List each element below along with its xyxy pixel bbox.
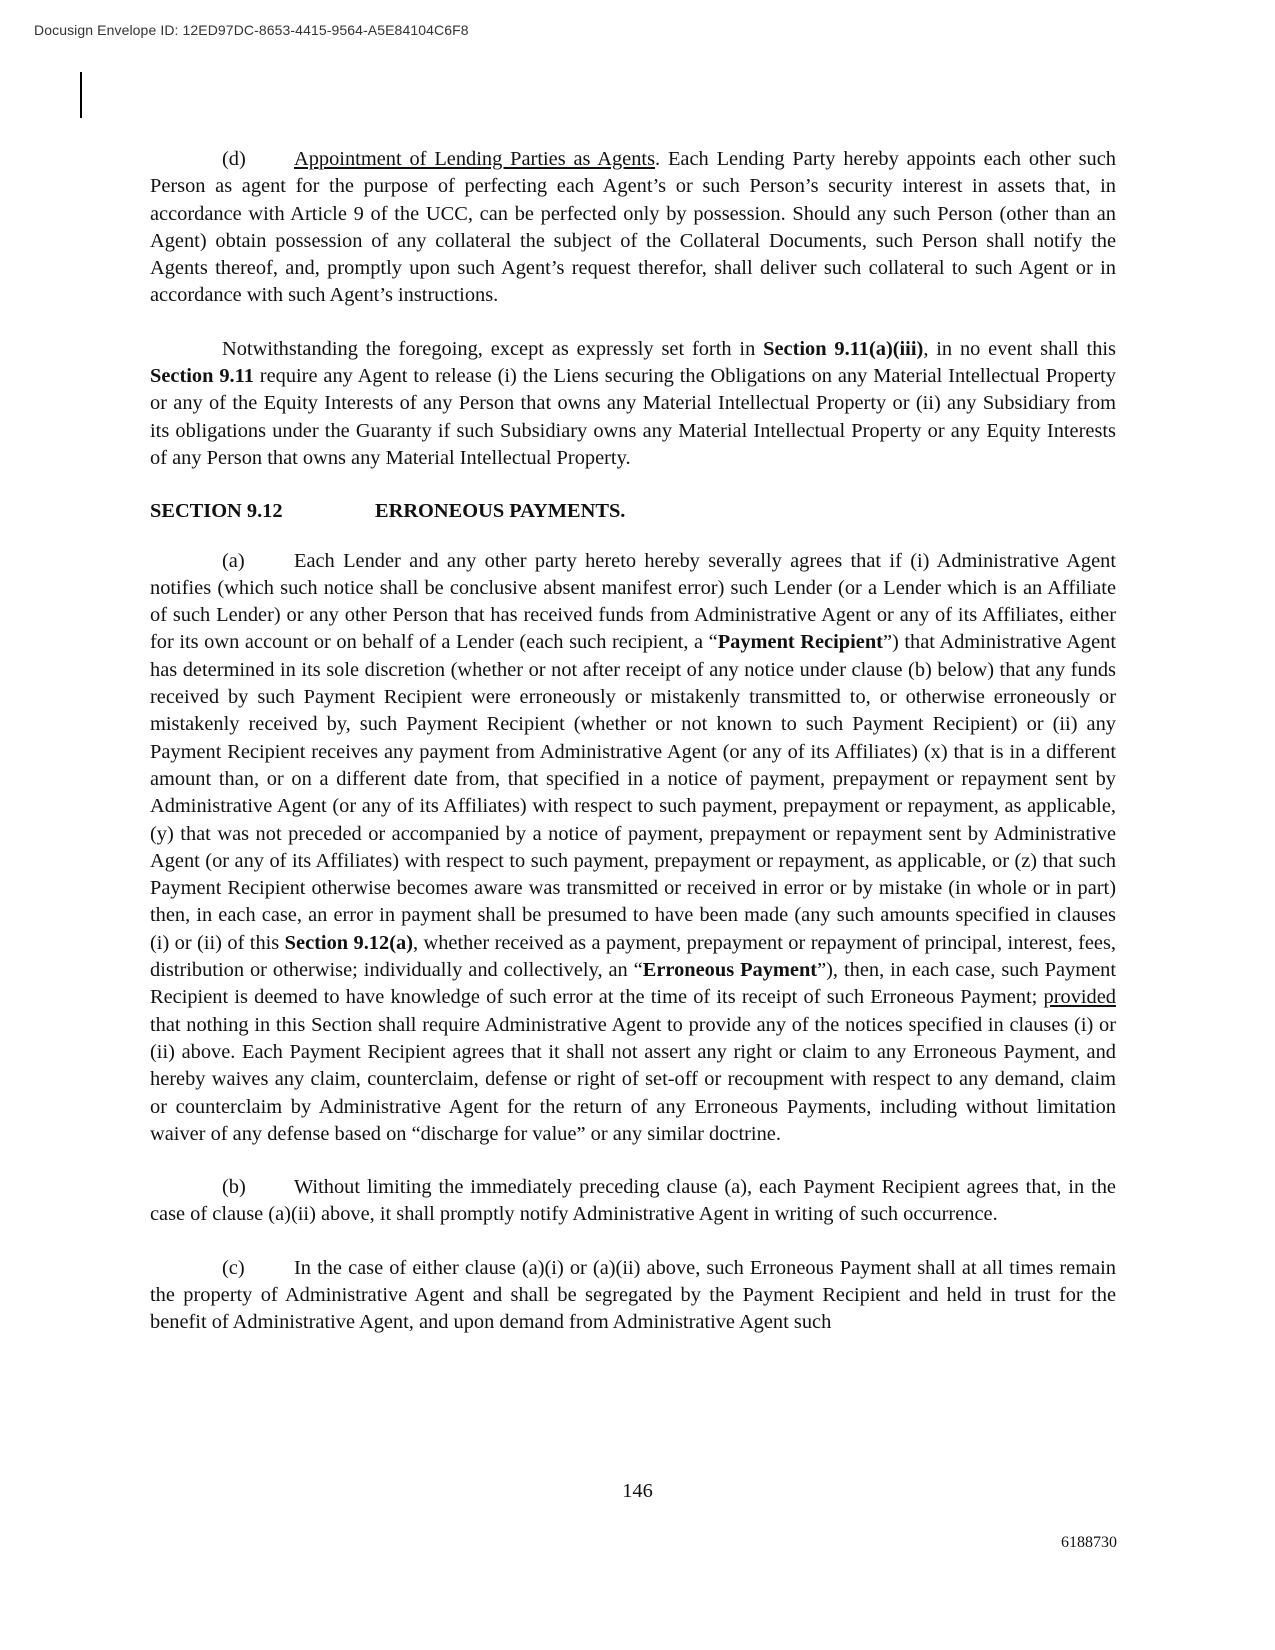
- section-number: SECTION 9.12: [150, 500, 283, 523]
- paragraph-d-text: . Each Lending Party hereby appoints each other such Person as agent for the purpose of perfecting each Agent’s or such Person’s security interest in assets that, in accordance with Article 9 of the UCC, can be perfected only by possession. Should any such Person (other than an Agent) obtain possession of any collateral the subject of the Collateral Documents, such Person shall notify the Agents thereof, and, promptly upon such Agent’s request therefor, shall deliver such collateral to such Agent or in accordance with such Agent’s instructions.: [150, 148, 1116, 307]
- text-segment: require any Agent to release (i) the Liens securing the Obligations on any Material Intellectual Property or any of the Equity Interests of any Person that owns any Material Intellectual Property or (ii) any Subsidiary from its obligations under the Guaranty if such Subsidiary owns any Material Intellectual Property or any Equity Interests of any Person that owns any Material Intellectual Property.: [150, 365, 1116, 469]
- text-segment: , whether received as a payment, prepayment or repayment of principal, interest, fees, distribution or otherwise; individually and collectively, an “: [150, 931, 1117, 982]
- text-segment: Each Lender and any other party hereto hereby severally agrees that if (i) Administrative Agent notifies (which such notice shall be conclusive absent manifest error) such Lender (or a Lender which is an Affiliate of such Lender) or any other Person that has received funds from Administrative Agent or any of its Affiliates, either for its own account or on behalf of a Lender (each such recipient, a “: [150, 549, 1116, 654]
- section-reference: Section 9.12(a): [284, 931, 413, 954]
- paragraph-d: [150, 146, 1116, 310]
- revision-change-bar: [80, 72, 82, 118]
- document-body: [150, 146, 1116, 1363]
- clause-label-a: (a): [222, 549, 245, 572]
- text-segment: ”), then, in each case, such Payment Recipient is deemed to have knowledge of such error at the time of its receipt of such Erroneous Payment;: [150, 959, 1117, 1009]
- paragraph-b: [150, 1174, 1116, 1229]
- clause-label-c: (c): [222, 1256, 245, 1279]
- paragraph-c: [150, 1255, 1116, 1337]
- section-title: ERRONEOUS PAYMENTS.: [375, 500, 626, 523]
- paragraph-notwithstanding: [150, 336, 1116, 472]
- section-heading: [150, 498, 1116, 525]
- proviso: provided: [1043, 986, 1116, 1009]
- text-segment: ”) that Administrative Agent has determined in its sole discretion (whether or not after receipt of any notice under clause (b) below) that any funds received by such Payment Recipient were erroneously or mistakenly transmitted to, or otherwise erroneously or mistakenly received by, such Payment Recipient (whether or not known to such Payment Recipient) or (ii) any Payment Recipient receives any payment from Administrative Agent (or any of its Affiliates) (x) that is in a different amount than, or on a different date from, that specified in a notice of payment, prepayment or repayment sent by Administrative Agent (or any of its Affiliates) with respect to such payment, prepayment or repayment, as applicable, (y) that was not preceded or accompanied by a notice of payment, prepayment or repayment sent by Administrative Agent (or any of its Affiliates) with respect to such payment, prepayment or repayment, as applicable, or (z) that such Payment Recipient otherwise becomes aware was transmitted or received in error or by mistake (in whole or in part) then, in each case, an error in payment shall be presumed to have been made (any such amounts specified in clauses (i) or (ii) of this: [150, 631, 1116, 954]
- text-segment: that nothing in this Section shall require Administrative Agent to provide any of the notices specified in clauses (i) or (ii) above. Each Payment Recipient agrees that it shall not assert any right or claim to any Erroneous Payment, and hereby waives any claim, counterclaim, defense or right of set-off or recoupment with respect to any demand, claim or counterclaim by Administrative Agent for the return of any Erroneous Payments, including without limitation waiver of any defense based on “discharge for value” or any similar doctrine.: [150, 1013, 1116, 1145]
- paragraph-a: [150, 548, 1116, 1149]
- defined-term: Payment Recipient: [717, 631, 883, 654]
- section-reference: Section 9.11: [150, 365, 254, 388]
- paragraph-c-text: In the case of either clause (a)(i) or (a)(ii) above, such Erroneous Payment shall at all times remain the property of Administrative Agent and shall be segregated by the Payment Recipient and held in trust for the benefit of Administrative Agent, and upon demand from Administrative Agent such: [150, 1256, 1116, 1334]
- clause-label-d: (d): [222, 148, 246, 170]
- page-number: 146: [622, 1480, 653, 1502]
- document-code: 6188730: [1061, 1534, 1117, 1551]
- text-segment: , in no event shall this: [923, 337, 1116, 360]
- defined-term: Erroneous Payment: [642, 959, 818, 982]
- clause-label-b: (b): [222, 1176, 246, 1199]
- paragraph-b-text: Without limiting the immediately preceding clause (a), each Payment Recipient agrees that, in the case of clause (a)(ii) above, it shall promptly notify Administrative Agent in writing of such occurrence.: [150, 1176, 1116, 1226]
- section-reference: Section 9.11(a)(iii): [763, 337, 924, 360]
- envelope-id: Docusign Envelope ID: 12ED97DC-8653-4415-9564-A5E84104C6F8: [34, 22, 469, 38]
- clause-heading-appointment: Appointment of Lending Parties as Agents: [294, 148, 656, 170]
- text-segment: Notwithstanding the foregoing, except as expressly set forth in: [222, 337, 764, 360]
